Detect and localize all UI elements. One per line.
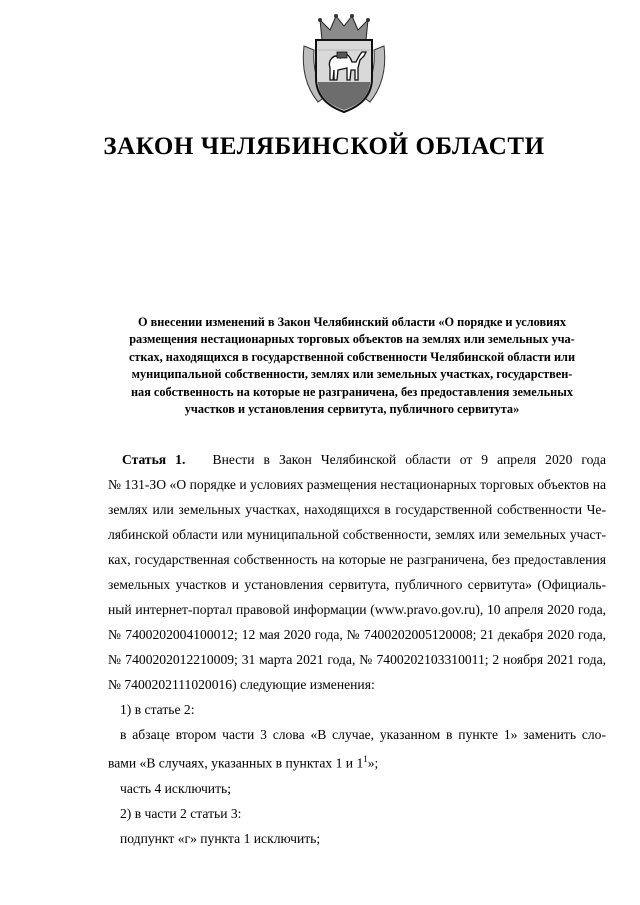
subject-line: участков и установления сервитута, публичного сервитута» bbox=[184, 402, 520, 417]
subject-line: размещения нестационарных торговых объектов на землях или земельных уча- bbox=[129, 332, 575, 347]
list-item: 2) в части 2 статьи 3: bbox=[120, 805, 242, 821]
article-line: ный интернет-портал правовой информации (www.pravo.gov.ru), 10 апреля 2020 года, bbox=[108, 602, 606, 617]
article-body bbox=[108, 447, 606, 851]
article-line: земельных участков и установления сервитута, публичного сервитута» (Официаль- bbox=[108, 577, 606, 592]
list-item: в абзаце втором части 3 слова «В случае, указанном в пункте 1» заменить сло- bbox=[120, 727, 606, 742]
subject-line: муниципальной собственности, землях или земельных участках, государствен- bbox=[131, 367, 573, 382]
law-title: ЗАКОН ЧЕЛЯБИНСКОЙ ОБЛАСТИ bbox=[103, 133, 545, 160]
article-line: № 7400202004100012; 12 мая 2020 года, № 7400202005120008; 21 декабря 2020 года, bbox=[108, 627, 606, 642]
abzac-text-end: »; bbox=[367, 755, 379, 771]
list-item: подпункт «г» пункта 1 исключить; bbox=[120, 830, 321, 846]
article-intro-text: Внести в Закон Челябинской области от 9 апреля 2020 года bbox=[212, 452, 606, 467]
article-line: лябинской области или муниципальной собственности, землях или земельных участ- bbox=[108, 527, 606, 542]
subject-line: стках, находящихся в государственной собственности Челябинской области или bbox=[128, 349, 576, 364]
coat-of-arms-icon bbox=[296, 10, 392, 118]
law-subject-heading bbox=[96, 314, 608, 418]
subject-line: ная собственность на которые не разграничена, без предоставления земельных bbox=[130, 384, 574, 399]
article-line: № 131-ЗО «О порядке и условиях размещения нестационарных торговых объектов на bbox=[108, 477, 606, 492]
article-line: № 7400202111020016) следующие изменения: bbox=[108, 677, 375, 692]
article-label: Статья 1. bbox=[122, 452, 186, 467]
article-line: землях или земельных участках, находящихся в государственной собственности Че- bbox=[108, 502, 606, 517]
subject-line: О внесении изменений в Закон Челябинский области «О порядке и условиях bbox=[137, 315, 567, 329]
list-item: 1) в статье 2: bbox=[120, 702, 195, 717]
article-line: ках, государственная собственность на которые не разграничена, без предоставления bbox=[108, 552, 606, 567]
abzac-text: вами «В случаях, указанных в пунктах 1 и 1 bbox=[108, 755, 364, 771]
article-line: № 7400202012210009; 31 марта 2021 года, № 7400202103310011; 2 ноября 2021 года, bbox=[108, 652, 606, 667]
list-item bbox=[108, 747, 606, 776]
article-first-line bbox=[116, 447, 606, 472]
superscript: 1 bbox=[363, 754, 368, 764]
list-item: часть 4 исключить; bbox=[120, 780, 231, 796]
